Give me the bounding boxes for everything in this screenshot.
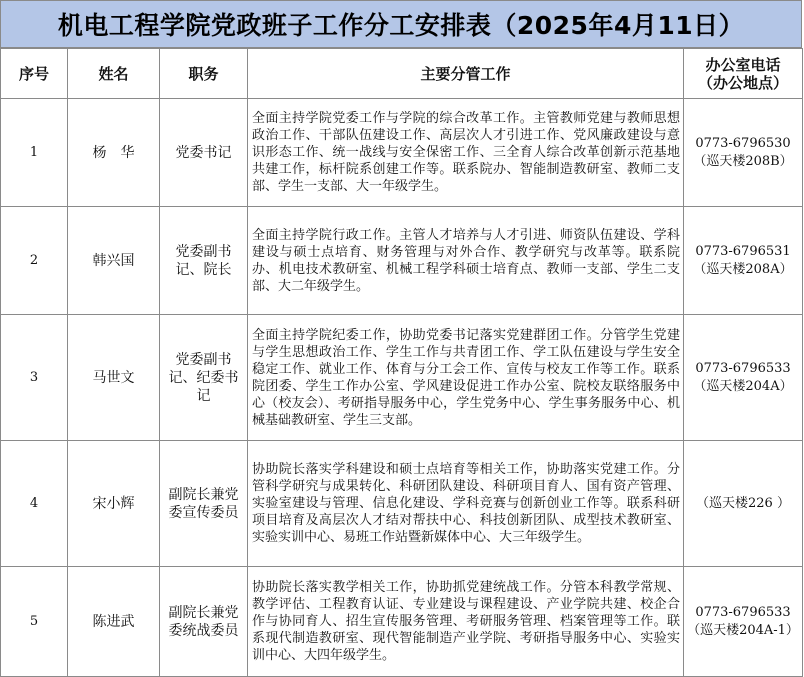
phone-number: 0773-6796533 — [695, 360, 791, 376]
header-phone-line1: 办公室电话 — [705, 55, 781, 74]
table-row — [1, 207, 803, 315]
cell-no: 5 — [1, 567, 68, 677]
cell-name: 陈进武 — [68, 567, 160, 677]
page-title: 机电工程学院党政班子工作分工安排表（2025年4月11日） — [0, 0, 802, 48]
cell-duties: 全面主持学院行政工作。主管人才培养与人才引进、师资队伍建设、学科建设与硕士点培育、财务管理与对外合作、教学研究与改革等。联系院办、机电技术教研室、机械工程学科硕士培育点、教师一支部、学生二支部、大二年级学生。 — [248, 207, 684, 315]
office-location: （巡天楼208A） — [693, 261, 793, 277]
phone-number: 0773-6796530 — [695, 135, 791, 151]
office-location: （巡天楼204A） — [693, 378, 793, 394]
cell-name: 杨 华 — [68, 99, 160, 207]
cell-duties: 全面主持学院党委工作与学院的综合改革工作。主管教师党建与教师思想政治工作、干部队伍建设工作、高层次人才引进工作、党风廉政建设与意识形态工作、统一战线与安全保密工作、三全育人综合改革创新示范基地共建工作，标杆院系创建工作等。联系院办、智能制造教研室、教师二支部、学生一支部、大一年级学生。 — [248, 99, 684, 207]
office-location: （巡天楼208B） — [693, 153, 793, 169]
phone-number: 0773-6796533 — [695, 604, 791, 620]
cell-no: 4 — [1, 441, 68, 567]
table-row — [1, 99, 803, 207]
cell-no: 2 — [1, 207, 68, 315]
table-row — [1, 441, 803, 567]
cell-role: 副院长兼党委宣传委员 — [160, 441, 248, 567]
header-role: 职务 — [160, 49, 248, 99]
phone-number: 0773-6796531 — [695, 243, 791, 259]
header-duties: 主要分管工作 — [248, 49, 684, 99]
cell-name: 宋小辉 — [68, 441, 160, 567]
cell-name: 马世文 — [68, 315, 160, 441]
cell-role: 副院长兼党委统战委员 — [160, 567, 248, 677]
cell-role: 党委副书记、院长 — [160, 207, 248, 315]
cell-role: 党委副书记、纪委书记 — [160, 315, 248, 441]
cell-no: 3 — [1, 315, 68, 441]
duty-table — [0, 48, 803, 677]
cell-duties: 全面主持学院纪委工作，协助党委书记落实党建群团工作。分管学生党建与学生思想政治工作、学生工作与共青团工作、学工队伍建设与学生安全稳定工作、就业工作、体育与分工会工作、宣传与校友工作等工作。联系院团委、学生工作办公室、学风建设促进工作办公室、院校友联络服务中心（校友会）、考研指导服务中心，学生党务中心、学生事务服务中心、机械基础教研室、学生三支部。 — [248, 315, 684, 441]
office-location: （巡天楼204A-1） — [687, 622, 799, 638]
cell-duties: 协助院长落实学科建设和硕士点培育等相关工作，协助落实党建工作。分管科学研究与成果转化、科研团队建设、科研项目育人、国有资产管理、实验室建设与管理、信息化建设、学科竞赛与创新创业工作等。联系科研项目培育及高层次人才结对帮扶中心、科技创新团队、成型技术教研室、实验实训中心、易班工作站暨新媒体中心、大三年级学生。 — [248, 441, 684, 567]
cell-no: 1 — [1, 99, 68, 207]
cell-name: 韩兴国 — [68, 207, 160, 315]
header-phone — [684, 49, 803, 99]
cell-role: 党委书记 — [160, 99, 248, 207]
header-name: 姓名 — [68, 49, 160, 99]
header-no: 序号 — [1, 49, 68, 99]
cell-phone — [684, 99, 803, 207]
table-row — [1, 567, 803, 677]
cell-duties: 协助院长落实教学相关工作，协助抓党建统战工作。分管本科教学常规、教学评估、工程教育认证、专业建设与课程建设、产业学院共建、校企合作与协同育人、招生宣传服务管理、考研服务管理、档案管理等工作。联系现代制造教研室、现代智能制造产业学院、考研指导服务中心、实验实训中心、大四年级学生。 — [248, 567, 684, 677]
header-row — [1, 49, 803, 99]
office-location: （巡天楼226 ） — [696, 495, 790, 511]
cell-phone — [684, 315, 803, 441]
cell-phone — [684, 207, 803, 315]
cell-phone — [684, 567, 803, 677]
table-row — [1, 315, 803, 441]
header-phone-line2: （办公地点） — [697, 73, 788, 92]
cell-phone — [684, 441, 803, 567]
